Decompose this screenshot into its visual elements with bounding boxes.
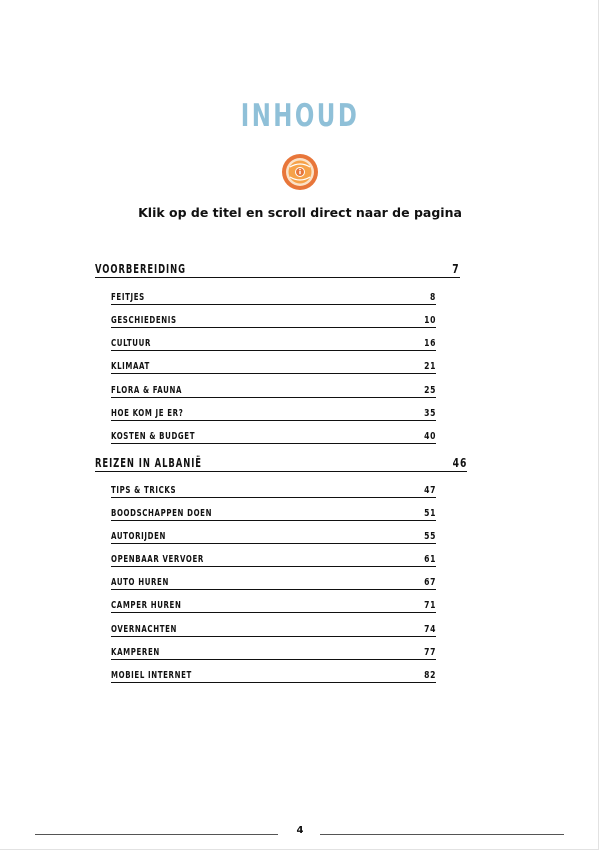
toc-item-label: HOE KOM JE ER? xyxy=(111,408,184,419)
toc-item-page: 74 xyxy=(423,624,436,635)
toc-item-page: 40 xyxy=(423,431,436,442)
toc-item-page: 77 xyxy=(423,647,436,658)
toc-item-cultuur[interactable] xyxy=(111,337,436,351)
toc-item-page: 16 xyxy=(423,338,436,349)
toc-item-label: AUTORIJDEN xyxy=(111,531,167,542)
toc-item-page: 55 xyxy=(423,531,436,542)
toc-section-page: 7 xyxy=(452,262,460,276)
toc-item-camper-huren[interactable] xyxy=(111,599,436,613)
toc-item-page: 47 xyxy=(423,485,436,496)
toc-item-page: 35 xyxy=(423,408,436,419)
toc-item-page: 82 xyxy=(423,670,436,681)
toc-item-page: 71 xyxy=(423,600,436,611)
toc-item-klimaat[interactable] xyxy=(111,360,436,374)
toc-item-label: MOBIEL INTERNET xyxy=(111,670,192,681)
toc-item-label: TIPS & TRICKS xyxy=(111,485,177,496)
toc-item-label: KLIMAAT xyxy=(111,361,150,372)
toc-item-label: OPENBAAR VERVOER xyxy=(111,554,204,565)
toc-item-geschiedenis[interactable] xyxy=(111,314,436,328)
toc-item-auto-huren[interactable] xyxy=(111,576,436,590)
toc-item-hoe-kom-je-er[interactable] xyxy=(111,407,436,421)
toc-section-voorbereiding[interactable] xyxy=(95,263,460,278)
toc-item-label: FLORA & FAUNA xyxy=(111,385,183,396)
toc-item-mobiel-internet[interactable] xyxy=(111,669,436,683)
footer-divider-right xyxy=(320,834,564,835)
toc-item-openbaar-vervoer[interactable] xyxy=(111,553,436,567)
toc-instruction: Klik op de titel en scroll direct naar de pagina xyxy=(138,205,462,220)
toc-item-label: GESCHIEDENIS xyxy=(111,315,177,326)
toc-item-tips-tricks[interactable] xyxy=(111,484,436,498)
toc-section-label: REIZEN IN ALBANIË xyxy=(95,456,202,470)
toc-item-kosten-budget[interactable] xyxy=(111,430,436,444)
toc-item-label: OVERNACHTEN xyxy=(111,624,178,635)
toc-item-label: AUTO HUREN xyxy=(111,577,169,588)
toc-item-label: KAMPEREN xyxy=(111,647,160,658)
toc-item-page: 51 xyxy=(423,508,436,519)
toc-item-page: 21 xyxy=(423,361,436,372)
page-title: INHOUD xyxy=(240,98,360,134)
toc-item-label: CAMPER HUREN xyxy=(111,600,182,611)
toc-item-label: KOSTEN & BUDGET xyxy=(111,431,196,442)
toc-item-page: 25 xyxy=(423,385,436,396)
toc-item-overnachten[interactable] xyxy=(111,623,436,637)
page-number: 4 xyxy=(296,825,304,836)
toc-item-flora-fauna[interactable] xyxy=(111,384,436,398)
globe-info-icon xyxy=(280,152,320,192)
toc-item-label: FEITJES xyxy=(111,292,145,303)
toc-item-page: 67 xyxy=(423,577,436,588)
toc-item-page: 8 xyxy=(429,292,436,303)
toc-item-boodschappen-doen[interactable] xyxy=(111,507,436,521)
toc-item-label: CULTUUR xyxy=(111,338,151,349)
toc-section-page: 46 xyxy=(452,456,467,470)
toc-item-kamperen[interactable] xyxy=(111,646,436,660)
toc-item-autorijden[interactable] xyxy=(111,530,436,544)
toc-item-page: 10 xyxy=(423,315,436,326)
toc-item-feitjes[interactable] xyxy=(111,291,436,305)
toc-item-page: 61 xyxy=(423,554,436,565)
toc-section-reizen-in-albanie[interactable] xyxy=(95,457,467,472)
toc-section-label: VOORBEREIDING xyxy=(95,262,186,276)
toc-item-label: BOODSCHAPPEN DOEN xyxy=(111,508,213,519)
